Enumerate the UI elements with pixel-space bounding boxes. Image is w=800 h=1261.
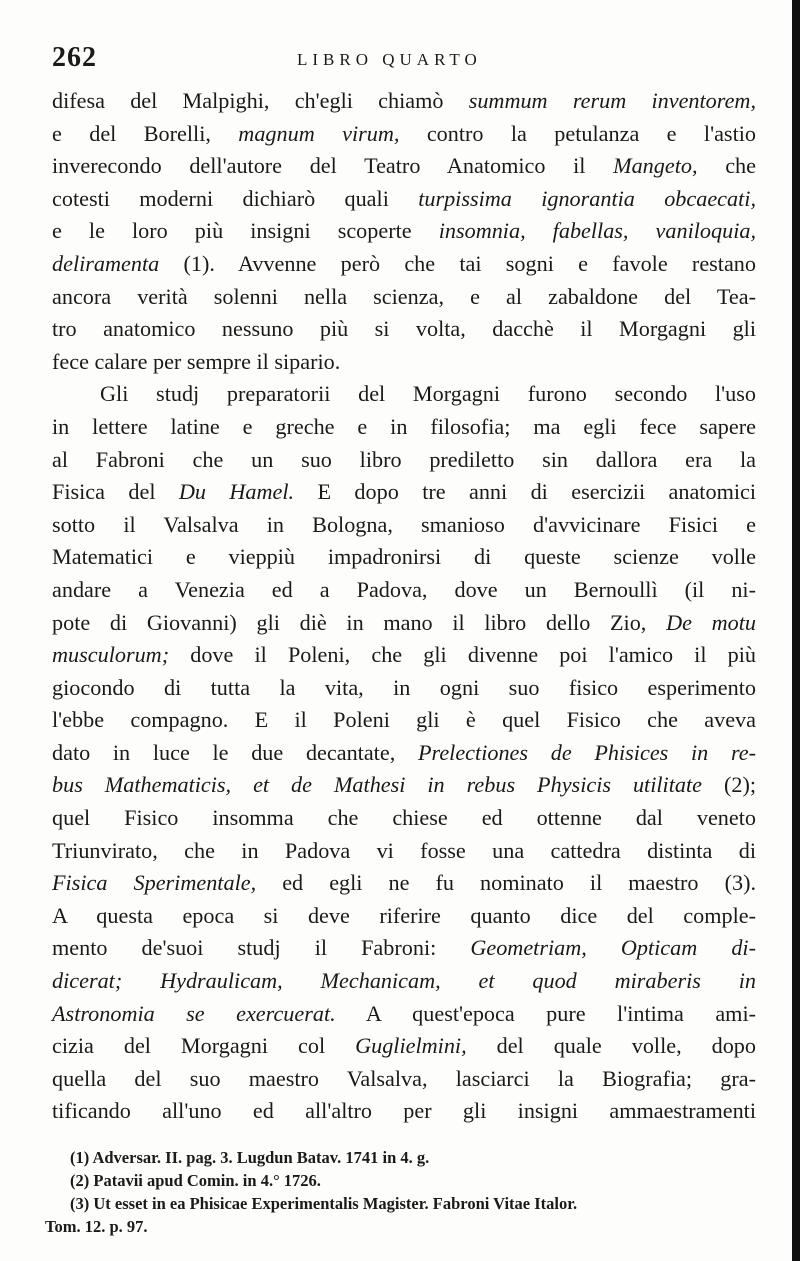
- text-run: contro la petulanza e l'astio: [399, 120, 756, 146]
- italic-text: magnum virum,: [238, 120, 400, 146]
- italic-text: Astronomia se exercuerat.: [52, 1000, 336, 1026]
- text-line: [52, 1030, 756, 1063]
- footnotes: [45, 1146, 760, 1238]
- text-run: fece calare per sempre il sipario.: [52, 348, 341, 374]
- text-run: andare a Venezia ed a Padova, dove un Bernoullì (il ni-: [52, 576, 756, 602]
- text-run: mento de'suoi studj il Fabroni:: [52, 935, 471, 961]
- text-run: tificando all'uno ed all'altro per gli insigni ammaestramenti: [52, 1098, 756, 1124]
- italic-text: dicerat; Hydraulicam, Mechanicam, et quod miraberis in: [52, 968, 756, 994]
- italic-text: Fisica Sperimentale,: [52, 870, 257, 896]
- text-run: l'ebbe compagno. E il Poleni gli è quel Fisico che aveva: [52, 707, 756, 733]
- text-run: (2);: [702, 772, 756, 798]
- footnote-3-continuation: Tom. 12. p. 97.: [45, 1217, 148, 1236]
- text-line: [52, 444, 756, 477]
- italic-text: summum rerum inventorem,: [468, 88, 756, 113]
- text-line: [52, 704, 756, 737]
- text-run: e del Borelli,: [52, 120, 239, 146]
- text-line: [52, 1095, 756, 1128]
- footnote-1: (1) Adversar. II. pag. 3. Lugdun Batav. 1741 in 4. g.: [70, 1148, 430, 1167]
- text-run: e le loro più insigni scoperte: [52, 218, 439, 244]
- italic-text: musculorum;: [52, 642, 170, 668]
- text-line: [52, 281, 756, 314]
- text-line: [52, 1063, 756, 1096]
- body-text: [52, 85, 756, 1128]
- text-run: ed egli ne fu nominato il maestro (3).: [256, 870, 756, 896]
- italic-text: Mangeto,: [613, 153, 698, 179]
- text-line: [52, 118, 756, 151]
- text-run: cotesti moderni dichiarò quali: [52, 185, 419, 211]
- text-run: pote di Giovanni) gli diè in mano il libro dello Zio,: [52, 609, 667, 635]
- text-line: [52, 248, 756, 281]
- text-run: al Fabroni che un suo libro prediletto sin dallora era la: [52, 446, 756, 472]
- italic-text: Guglielmini,: [355, 1033, 467, 1059]
- text-line: [52, 672, 756, 705]
- text-line: [52, 183, 756, 216]
- text-run: Fisica del: [52, 479, 179, 505]
- text-line: [52, 639, 756, 672]
- italic-text: De motu: [666, 609, 756, 635]
- text-line: [52, 998, 756, 1031]
- text-line: [52, 215, 756, 248]
- italic-text: bus Mathematicis, et de Mathesi in rebus Physicis utilitate: [52, 772, 702, 798]
- text-run: dato in luce le due decantate,: [52, 739, 418, 765]
- text-run: Matematici e vieppiù impadronirsi di queste scienze volle: [52, 544, 756, 570]
- text-run: Triunvirato, che in Padova vi fosse una cattedra distinta di: [52, 837, 756, 863]
- text-line: [52, 85, 756, 118]
- text-line: [52, 769, 756, 802]
- italic-text: turpissima ignorantia obcaecati,: [418, 185, 757, 211]
- text-run: tro anatomico nessuno più si volta, dacchè il Morgagni gli: [52, 316, 756, 342]
- footnote-3: (3) Ut esset in ea Phisicae Experimentalis Magister. Fabroni Vitae Italor.: [70, 1194, 578, 1213]
- text-run: dove il Poleni, che gli divenne poi l'amico il più: [169, 642, 756, 668]
- text-line: [52, 411, 756, 444]
- text-line: [52, 802, 756, 835]
- text-run: E dopo tre anni di esercizii anatomici: [294, 479, 756, 505]
- text-line: [52, 574, 756, 607]
- text-run: del quale volle, dopo: [466, 1033, 756, 1059]
- text-run: ancora verità solenni nella scienza, e al zabaldone del Tea-: [52, 283, 756, 309]
- text-line: [52, 932, 756, 965]
- text-line: [52, 476, 756, 509]
- text-line: [52, 900, 756, 933]
- text-line: [52, 378, 756, 411]
- text-run: A questa epoca si deve riferire quanto dice del comple-: [52, 902, 756, 928]
- text-line: [52, 607, 756, 640]
- text-run: inverecondo dell'autore del Teatro Anatomico il: [52, 153, 614, 179]
- footnote-2: (2) Patavii apud Comin. in 4.° 1726.: [70, 1171, 321, 1190]
- text-run: difesa del Malpighi, ch'egli chiamò: [52, 88, 469, 113]
- text-line: [52, 835, 756, 868]
- text-run: quella del suo maestro Valsalva, lasciarci la Biografia; gra-: [52, 1065, 756, 1091]
- text-line: [52, 867, 756, 900]
- text-run: cizia del Morgagni col: [52, 1033, 356, 1059]
- page-header: [52, 42, 742, 76]
- text-run: in lettere latine e greche e in filosofia; ma egli fece sapere: [52, 413, 756, 439]
- text-line: [52, 313, 756, 346]
- italic-text: deliramenta: [52, 250, 160, 276]
- text-line: [52, 509, 756, 542]
- text-run: A quest'epoca pure l'intima ami-: [335, 1000, 756, 1026]
- text-line: [52, 346, 756, 379]
- text-run: quel Fisico insomma che chiese ed ottenne dal veneto: [52, 805, 756, 831]
- text-line: [52, 737, 756, 770]
- text-run: che: [697, 153, 756, 179]
- page-edge-shadow: [792, 0, 800, 1261]
- italic-text: insomnia, fabellas, vaniloquia,: [438, 218, 757, 244]
- text-run: giocondo di tutta la vita, in ogni suo fisico esperimento: [52, 674, 756, 700]
- text-line: [52, 541, 756, 574]
- text-run: (1). Avvenne però che tai sogni e favole restano: [159, 250, 756, 276]
- text-line: [52, 965, 756, 998]
- text-run: sotto il Valsalva in Bologna, smanioso d'avvicinare Fisici e: [52, 511, 756, 537]
- text-run: Gli studj preparatorii del Morgagni furono secondo l'uso: [100, 381, 756, 407]
- italic-text: Geometriam, Opticam di-: [470, 935, 756, 961]
- italic-text: Prelectiones de Phisices in re-: [417, 739, 756, 765]
- text-line: [52, 150, 756, 183]
- running-head: LIBRO QUARTO: [297, 50, 482, 69]
- page-number: 262: [52, 42, 97, 73]
- italic-text: Du Hamel.: [178, 479, 295, 505]
